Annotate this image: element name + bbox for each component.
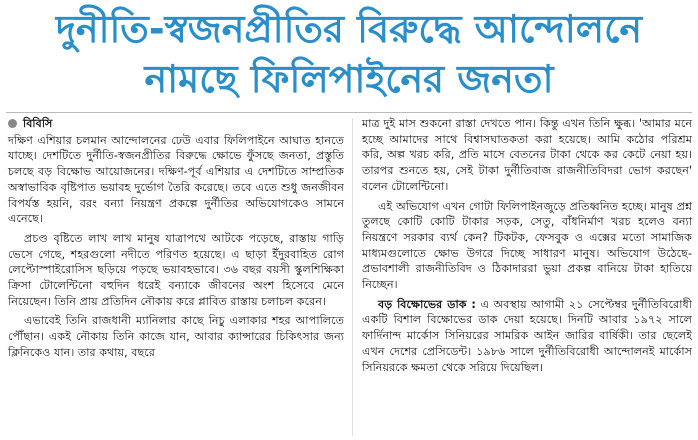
- column-divider: [352, 118, 353, 436]
- headline-rule: [6, 112, 692, 113]
- headline-line-2: নামছে ফিলিপাইনের জনতা: [144, 57, 554, 101]
- byline-text: বিবিসি: [23, 117, 53, 130]
- headline-line-1: দুনীতি-স্বজনপ্রীতির বিরুদ্ধে আন্দোলনে: [55, 7, 643, 51]
- headline: [0, 4, 698, 104]
- subhead: বড় বিক্ষোভের ডাক :: [378, 297, 476, 311]
- paragraph: এভাবেই তিনি রাজধানী ম্যানিলার কাছে নিচু এলাকার শহর আপালিতে পৌঁছান। একই নৌকায় তিনি কাজে যান, আবার ক্যান্সারের চিকিৎসার জন্য ক্লিনিকেও যান। তার কথায়, বছরে: [8, 314, 344, 359]
- paragraph: মাত্র দুই মাস শুকনো রাস্তা দেখতে পান। কিন্তু এখন তিনি ক্ষুব্ধ। 'আমার মনে হচ্ছে আমাদের সাথে বিশ্বাসঘাতকতা করা হয়েছে। আমি কঠোর পরিশ্রম করি, অল্প খরচ করি, প্রতি মাসে বেতনের টাকা থেকে কর কেটে নেয়া হয়। তারপর শুনতে হয়, সেই টাকা দুর্নীতিবাজ রাজনীতিবিদরা ভোগ করছেন' বলেন টোলেন্টিনো।: [362, 117, 692, 193]
- paragraph: এই অভিযোগ এখন গোটা ফিলিপাইনজুড়ে প্রতিধ্বনিত হচ্ছে। মানুষ প্রশ্ন তুলছে কোটি কোটি টাকার সড়ক, সেতু, বাঁধনির্মাণ খরচ হলেও বন্যা নিয়ন্ত্রণে সরকার ব্যর্থ কেন? টিকটক, ফেসবুক ও এক্সের মতো সামাজিক মাধ্যমগুলোতে ক্ষোভ উগরে দিচ্ছে সাধারণ মানুষ। অভিযোগ উঠেছে- প্রভাবশালী রাজনীতিবিদ ও ঠিকাদাররা ভুয়া প্রকল্প বানিয়ে টাকা হাতিয়ে নিচ্ছেন।: [362, 199, 692, 292]
- bullet-icon: [8, 119, 17, 128]
- left-column: [8, 116, 344, 365]
- subhead-paragraph: [362, 297, 692, 376]
- paragraph: দক্ষিণ এশিয়ার চলমান আন্দোলনের ঢেউ এবার ফিলিপাইনে আঘাত হানতে যাচ্ছে। দেশটিতে দুর্নীতি-স্বজনপ্রীতির বিরুদ্ধে ক্ষোভে ফুঁসছে জনতা, প্রস্তুতি চলছে বড় বিক্ষোভ আয়োজনের। দক্ষিণ-পূর্ব এশিয়ার এ দেশটিতে সাম্প্রতিক অস্বাভাবিক বৃষ্টিপাত ভয়াবহ দুর্ভোগ তৈরি করেছে। তবে এতে শুধু জনজীবন বিপর্যস্ত হয়নি, বরং বন্যা নিয়ন্ত্রণ প্রকল্পে দুর্নীতির অভিযোগকেও সামনে এনেছে।: [8, 133, 344, 226]
- paragraph: প্রচণ্ড বৃষ্টিতে লাখ লাখ মানুষ যাত্রাপথে আটকে পড়েছে, রাস্তায় গাড়ি ভেসে গেছে, শহরগুলো নদীতে পরিণত হয়েছে। এ ছাড়া ইঁদুরবাহিত রোগ লেপ্টোস্পাইরোসিস ছড়িয়ে পড়ছে ভয়াবহভাবে। ৩৬ বছর বয়সী স্কুলশিক্ষিকা ক্রিসা টোলেন্টিনো বহুদিন ধরেই বন্যাকে জীবনের অংশ হিসেবে মেনে নিয়েছেন। তিনি প্রায় প্রতিদিন নৌকায় করে প্লাবিত রাস্তায় চলাচল করেন।: [8, 231, 344, 308]
- subhead-paragraph-text: এ অবস্থায় আগামী ২১ সেপ্টেম্বর দুর্নীতিবিরোধী একটি বিশাল বিক্ষোভের ডাক দেয়া হয়েছে। দিনটি আবার ১৯৭২ সালে ফার্দিনান্দ মার্কোস সিনিয়রের সামরিক আইন জারির বার্ষিকী। তার ছেলেই এখন দেশের প্রেসিডেন্ট। ১৯৮৬ সালে দুর্নীতিবিরোধী আন্দোলনই মার্কোস সিনিয়রকে ক্ষমতা থেকে সরিয়ে দিয়েছিল।: [362, 297, 692, 374]
- byline: [8, 116, 344, 132]
- right-column: [362, 116, 692, 379]
